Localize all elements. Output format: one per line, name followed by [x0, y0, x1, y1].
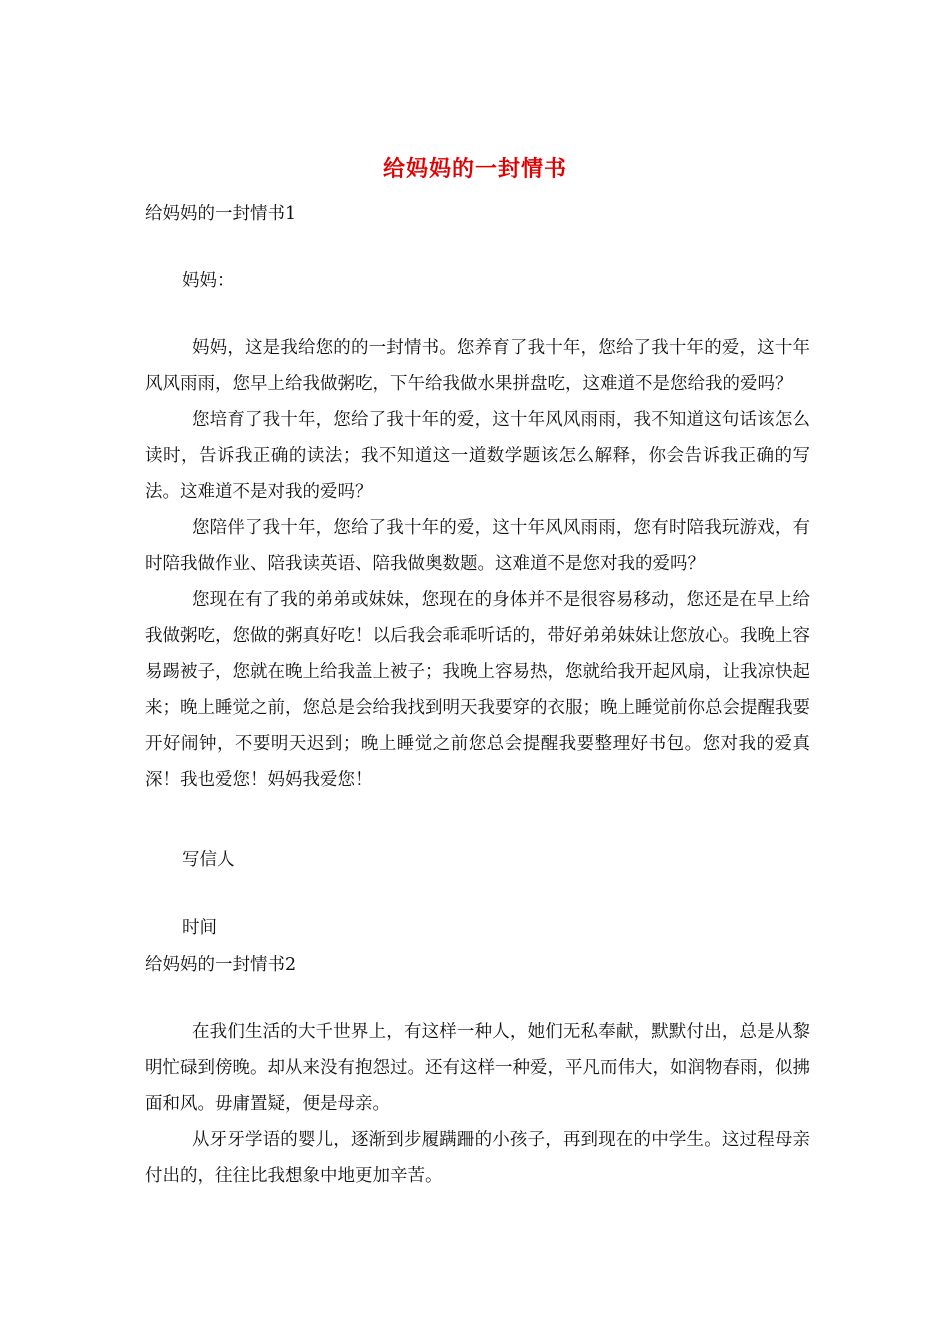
letter1-date: 时间 [182, 918, 217, 938]
document-title: 给妈妈的一封情书 [382, 156, 567, 182]
letter2-body [145, 1014, 810, 1194]
letter2-paragraph-2: 从牙牙学语的婴儿，逐渐到步履蹒跚的小孩子，再到现在的中学生。这过程母亲付出的，往往比我想象中地更加辛苦。 [145, 1130, 810, 1186]
letter1-paragraph-3: 您陪伴了我十年，您给了我十年的爱，这十年风风雨雨，您有时陪我玩游戏，有时陪我做作业、陪我读英语、陪我做奥数题。这难道不是您对我的爱吗？ [145, 518, 810, 574]
letter1-body [145, 330, 810, 798]
letter1-signature: 写信人 [182, 850, 235, 870]
letter1-paragraph-1: 妈妈，这是我给您的的一封情书。您养育了我十年，您给了我十年的爱，这十年风风雨雨，您早上给我做粥吃，下午给我做水果拼盘吃，这难道不是您给我的爱吗？ [145, 338, 810, 394]
letter1-heading: 给妈妈的一封情书1 [145, 204, 297, 224]
letter2-heading: 给妈妈的一封情书2 [145, 955, 297, 975]
letter1-paragraph-4: 您现在有了我的弟弟或妹妹，您现在的身体并不是很容易移动，您还是在早上给我做粥吃，您做的粥真好吃！以后我会乖乖听话的，带好弟弟妹妹让您放心。我晚上容易踢被子，您就在晚上给我盖上被子；我晚上容易热，您就给我开起风扇，让我凉快起来；晚上睡觉之前，您总是会给我找到明天我要穿的衣服；晚上睡觉前你总会提醒我要开好闹钟，不要明天迟到；晚上睡觉之前您总会提醒我要整理好书包。您对我的爱真深！我也爱您！妈妈我爱您！ [145, 590, 810, 790]
letter1-paragraph-2: 您培育了我十年，您给了我十年的爱，这十年风风雨雨，我不知道这句话该怎么读时，告诉我正确的读法；我不知道这一道数学题该怎么解释，你会告诉我正确的写法。这难道不是对我的爱吗？ [145, 410, 810, 502]
letter2-paragraph-1: 在我们生活的大千世界上，有这样一种人，她们无私奉献，默默付出，总是从黎明忙碌到傍晚。却从来没有抱怨过。还有这样一种爱，平凡而伟大，如润物春雨，似拂面和风。毋庸置疑，便是母亲。 [145, 1022, 810, 1114]
letter1-salutation: 妈妈： [182, 271, 235, 291]
